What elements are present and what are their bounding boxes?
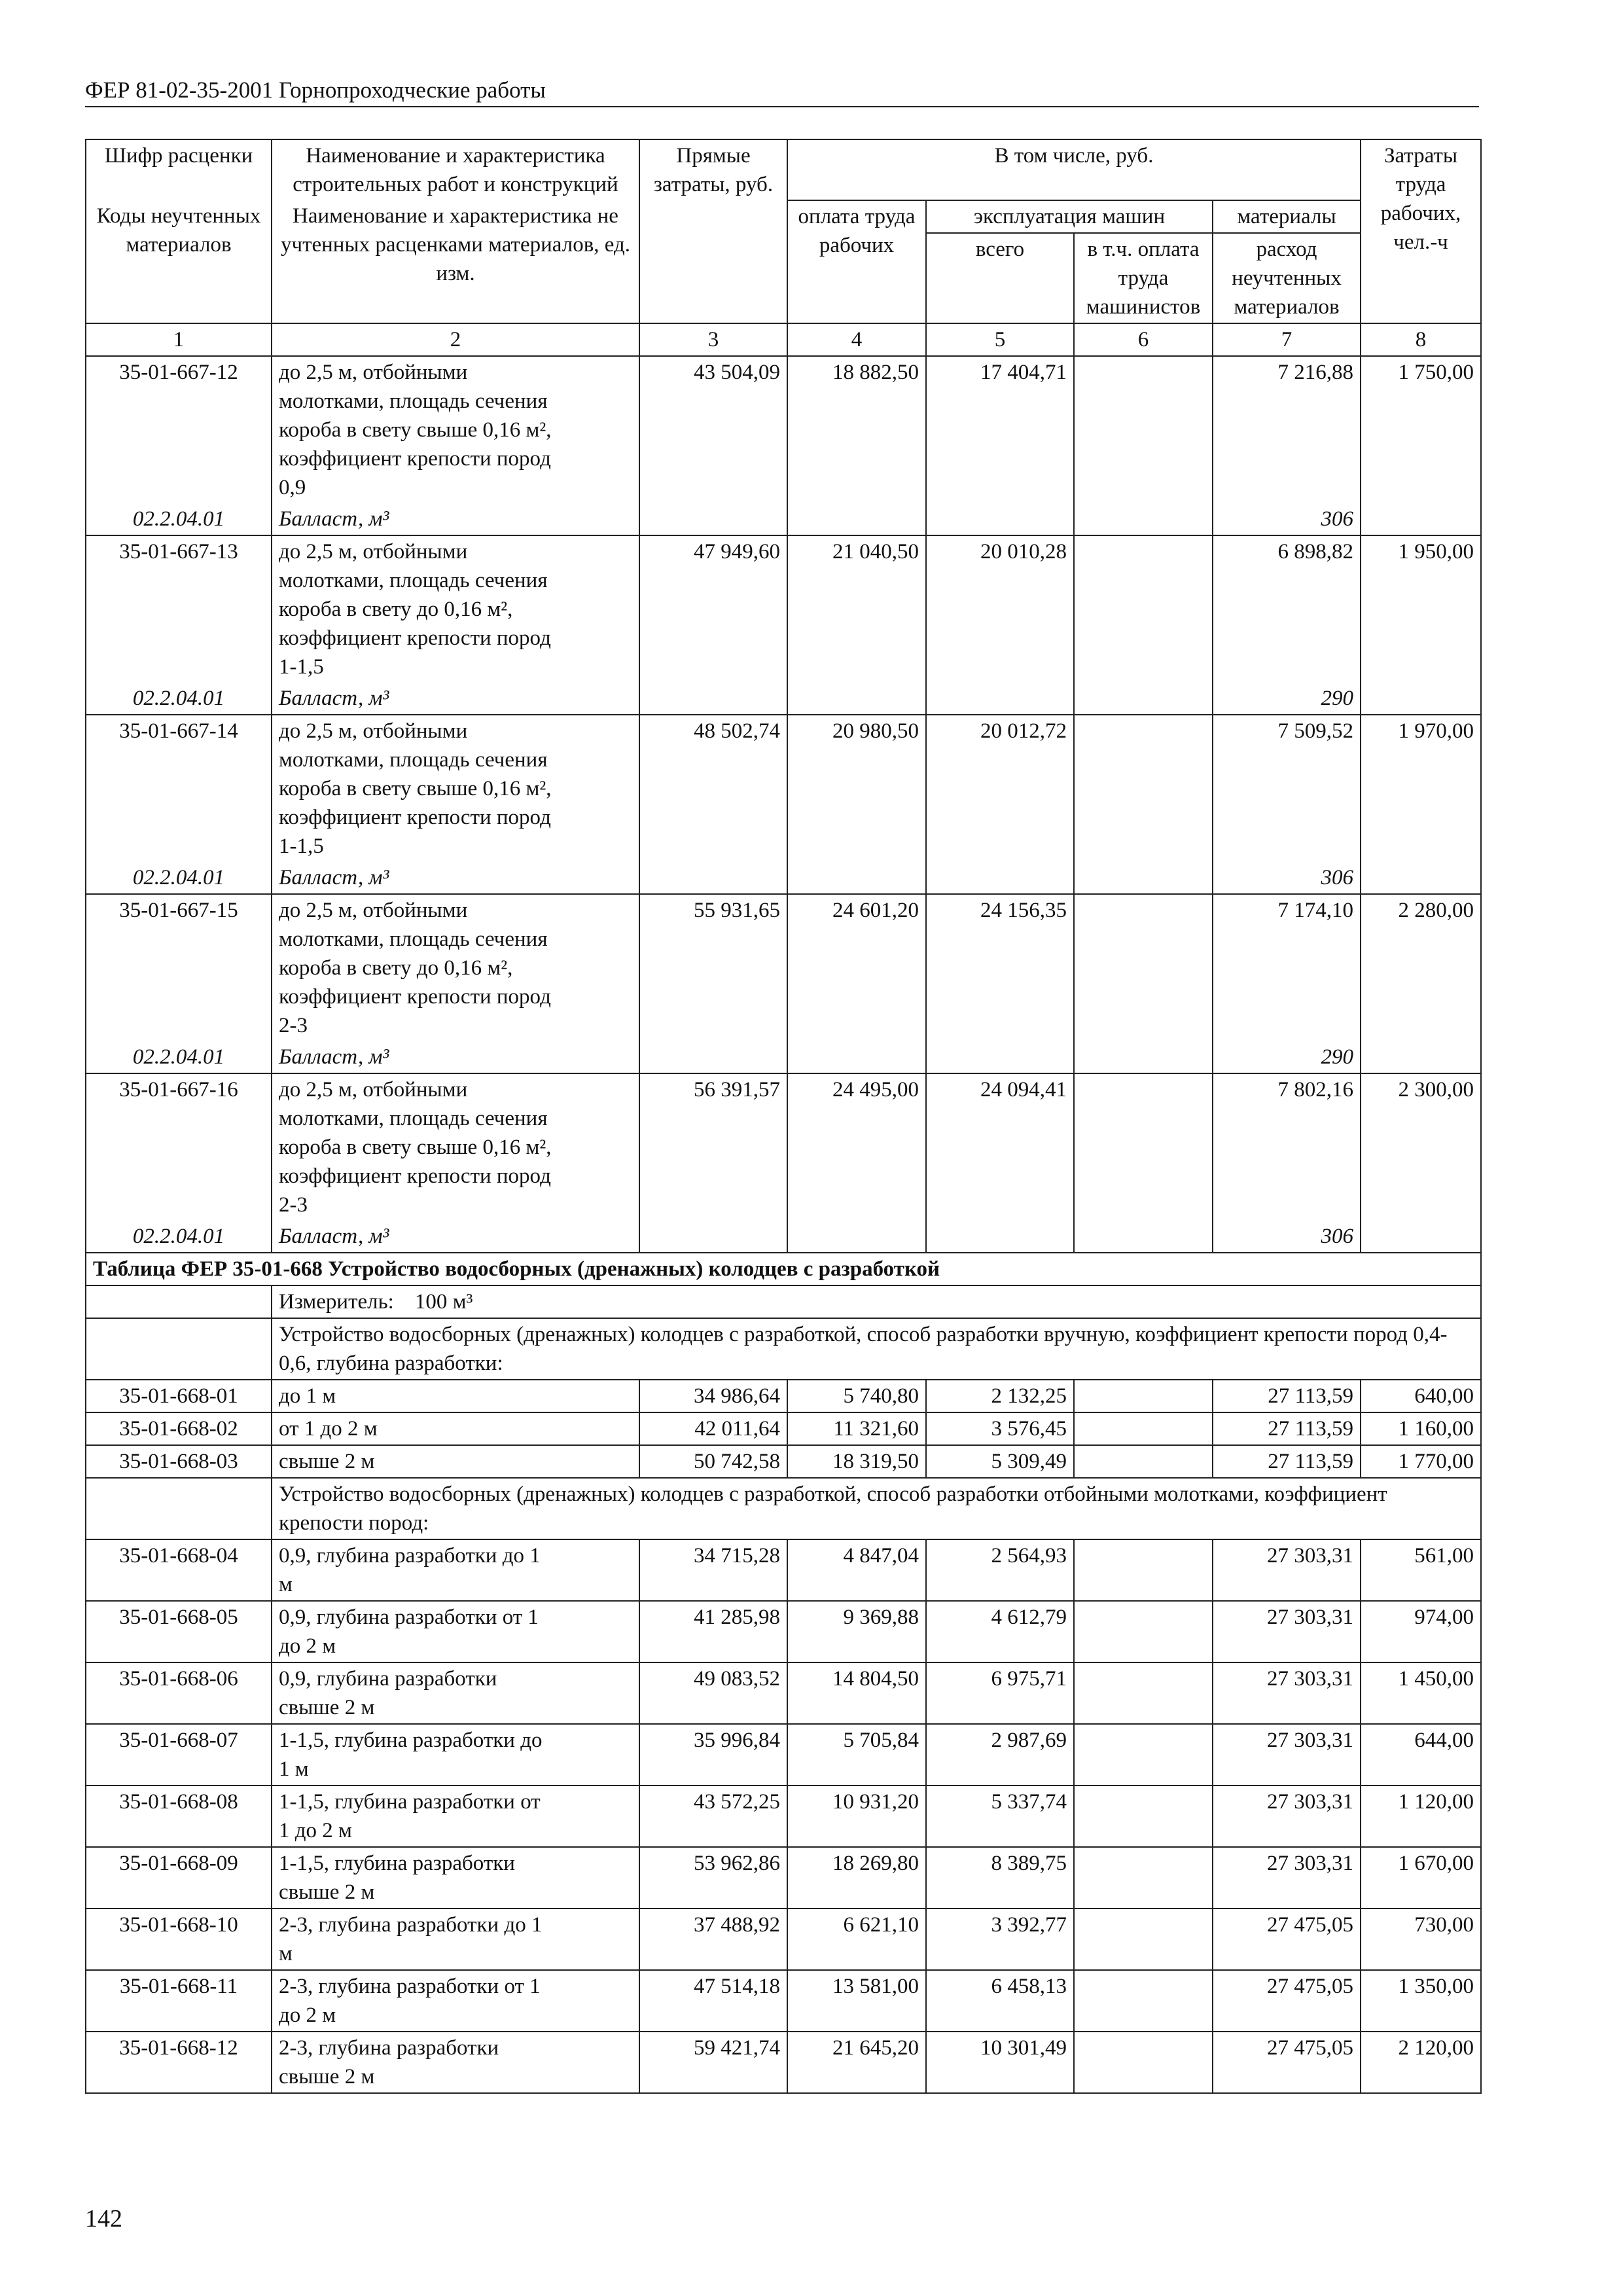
direct-cost: 49 083,52 bbox=[639, 1662, 787, 1724]
description-line: до 2,5 м, отбойными bbox=[279, 719, 468, 743]
machinist-payment bbox=[1074, 1662, 1213, 1724]
group-intro: Устройство водосборных (дренажных) колодцев с разработкой, способ разработки вручную, коэффициент крепости пород 0,4-0,6, глубина разработки: bbox=[272, 1318, 1481, 1380]
rates-table bbox=[85, 139, 1482, 2094]
material-quantity: 306 bbox=[1213, 862, 1361, 894]
labor-hours: 2 120,00 bbox=[1361, 2032, 1481, 2093]
column-number: 1 bbox=[86, 323, 272, 356]
empty-cell bbox=[639, 683, 787, 715]
direct-cost: 48 502,74 bbox=[639, 715, 787, 862]
rate-description bbox=[272, 1539, 639, 1601]
rate-description bbox=[272, 1445, 639, 1478]
column-number: 3 bbox=[639, 323, 787, 356]
machines-total: 5 309,49 bbox=[926, 1445, 1074, 1478]
table-row bbox=[86, 1909, 1481, 1970]
group-intro-row bbox=[86, 1318, 1481, 1380]
empty-cell bbox=[1361, 1041, 1481, 1073]
empty-cell bbox=[1361, 503, 1481, 535]
measure-row bbox=[86, 1285, 1481, 1318]
table-row bbox=[86, 1662, 1481, 1724]
machinist-payment bbox=[1074, 1445, 1213, 1478]
machinist-payment bbox=[1074, 715, 1213, 862]
empty-cell bbox=[1361, 1221, 1481, 1253]
table-row bbox=[86, 1970, 1481, 2032]
header-machines: эксплуатация машин bbox=[926, 200, 1213, 233]
direct-cost: 56 391,57 bbox=[639, 1073, 787, 1221]
column-number: 5 bbox=[926, 323, 1074, 356]
rate-description bbox=[272, 1847, 639, 1909]
materials-cost: 7 216,88 bbox=[1213, 356, 1361, 503]
empty-cell bbox=[639, 1041, 787, 1073]
description-line: 1-1,5, глубина разработки до bbox=[279, 1729, 543, 1752]
materials-cost: 27 113,59 bbox=[1213, 1412, 1361, 1445]
group-intro: Устройство водосборных (дренажных) колодцев с разработкой, способ разработки отбойными молотками, коэффициент крепости пород: bbox=[272, 1478, 1481, 1539]
rate-description bbox=[272, 1380, 639, 1412]
measure bbox=[272, 1285, 1481, 1318]
material-quantity: 290 bbox=[1213, 1041, 1361, 1073]
labor-payment: 21 040,50 bbox=[787, 535, 926, 683]
empty-cell bbox=[1361, 862, 1481, 894]
description-line: свыше 2 м bbox=[279, 1696, 375, 1719]
materials-cost: 27 303,31 bbox=[1213, 1539, 1361, 1601]
description-line: 0,9, глубина разработки до 1 bbox=[279, 1544, 541, 1568]
table-row bbox=[86, 1785, 1481, 1847]
description-line: до 2,5 м, отбойными bbox=[279, 540, 468, 564]
empty-cell bbox=[787, 683, 926, 715]
empty-cell bbox=[1074, 503, 1213, 535]
machinist-payment bbox=[1074, 1073, 1213, 1221]
labor-payment: 4 847,04 bbox=[787, 1539, 926, 1601]
rate-code: 35-01-667-14 bbox=[86, 715, 272, 862]
description-line: короба в свету свыше 0,16 м², bbox=[279, 1136, 552, 1159]
description-line: 1-1,5, глубина разработки от bbox=[279, 1790, 541, 1814]
materials-cost: 27 475,05 bbox=[1213, 1970, 1361, 2032]
labor-payment: 6 621,10 bbox=[787, 1909, 926, 1970]
header-labor-cost: оплата труда рабочих bbox=[787, 200, 926, 323]
materials-cost: 6 898,82 bbox=[1213, 535, 1361, 683]
rate-code: 35-01-667-16 bbox=[86, 1073, 272, 1221]
labor-hours: 1 970,00 bbox=[1361, 715, 1481, 862]
labor-hours: 1 950,00 bbox=[1361, 535, 1481, 683]
description-line: 0,9, глубина разработки от 1 bbox=[279, 1605, 539, 1629]
labor-hours: 1 350,00 bbox=[1361, 1970, 1481, 2032]
empty-cell bbox=[787, 503, 926, 535]
machines-total: 20 012,72 bbox=[926, 715, 1074, 862]
empty-cell bbox=[86, 1478, 272, 1539]
description-line: короба в свету до 0,16 м², bbox=[279, 956, 513, 980]
rate-code: 35-01-668-12 bbox=[86, 2032, 272, 2093]
empty-cell bbox=[639, 862, 787, 894]
labor-hours: 640,00 bbox=[1361, 1380, 1481, 1412]
description-line: короба в свету свыше 0,16 м², bbox=[279, 777, 552, 800]
machinist-payment bbox=[1074, 1785, 1213, 1847]
description-line: 2-3 bbox=[279, 1014, 308, 1037]
empty-cell bbox=[787, 862, 926, 894]
machinist-payment bbox=[1074, 1380, 1213, 1412]
material-row bbox=[86, 1041, 1481, 1073]
empty-cell bbox=[639, 503, 787, 535]
empty-cell bbox=[926, 1041, 1074, 1073]
description-line: коэффициент крепости пород bbox=[279, 985, 551, 1009]
machines-total: 5 337,74 bbox=[926, 1785, 1074, 1847]
header-materials: материалы bbox=[1213, 200, 1361, 233]
machinist-payment bbox=[1074, 1539, 1213, 1601]
column-number: 7 bbox=[1213, 323, 1361, 356]
machines-total: 10 301,49 bbox=[926, 2032, 1074, 2093]
empty-cell bbox=[1361, 683, 1481, 715]
description-line: коэффициент крепости пород bbox=[279, 806, 551, 829]
materials-cost: 27 303,31 bbox=[1213, 1847, 1361, 1909]
header-name-bottom: Наименование и характеристика не учтенных расценками материалов, ед. изм. bbox=[272, 200, 639, 323]
group-intro-row bbox=[86, 1478, 1481, 1539]
direct-cost: 59 421,74 bbox=[639, 2032, 787, 2093]
machines-total: 24 156,35 bbox=[926, 894, 1074, 1041]
empty-cell bbox=[86, 1285, 272, 1318]
header-name-top: Наименование и характеристика строительных работ и конструкций bbox=[272, 139, 639, 200]
direct-cost: 41 285,98 bbox=[639, 1601, 787, 1662]
labor-hours: 974,00 bbox=[1361, 1601, 1481, 1662]
labor-payment: 18 269,80 bbox=[787, 1847, 926, 1909]
description-line: до 2,5 м, отбойными bbox=[279, 361, 468, 384]
rate-description bbox=[272, 356, 639, 503]
rate-description bbox=[272, 1662, 639, 1724]
description-line: до 1 м bbox=[279, 1384, 336, 1408]
machines-total: 3 576,45 bbox=[926, 1412, 1074, 1445]
description-line: молотками, площадь сечения bbox=[279, 1107, 548, 1130]
rate-code: 35-01-667-15 bbox=[86, 894, 272, 1041]
materials-cost: 7 174,10 bbox=[1213, 894, 1361, 1041]
rate-description bbox=[272, 1724, 639, 1785]
empty-cell bbox=[1074, 1041, 1213, 1073]
machines-total: 6 975,71 bbox=[926, 1662, 1074, 1724]
machinist-payment bbox=[1074, 1970, 1213, 2032]
rate-code: 35-01-667-13 bbox=[86, 535, 272, 683]
rate-description bbox=[272, 2032, 639, 2093]
machines-total: 17 404,71 bbox=[926, 356, 1074, 503]
description-line: короба в свету до 0,16 м², bbox=[279, 598, 513, 621]
table-row bbox=[86, 1601, 1481, 1662]
table-row bbox=[86, 1412, 1481, 1445]
direct-cost: 55 931,65 bbox=[639, 894, 787, 1041]
rate-code: 35-01-668-05 bbox=[86, 1601, 272, 1662]
table-row bbox=[86, 1847, 1481, 1909]
measure-label: Измеритель: bbox=[279, 1290, 394, 1314]
machines-total: 6 458,13 bbox=[926, 1970, 1074, 2032]
rate-description bbox=[272, 1909, 639, 1970]
materials-cost: 27 113,59 bbox=[1213, 1380, 1361, 1412]
labor-payment: 14 804,50 bbox=[787, 1662, 926, 1724]
empty-cell bbox=[639, 1221, 787, 1253]
labor-hours: 1 750,00 bbox=[1361, 356, 1481, 503]
machinist-payment bbox=[1074, 356, 1213, 503]
material-code: 02.2.04.01 bbox=[86, 1041, 272, 1073]
table-row bbox=[86, 1073, 1481, 1221]
empty-cell bbox=[1074, 683, 1213, 715]
materials-cost: 27 475,05 bbox=[1213, 2032, 1361, 2093]
header-machines-labor: в т.ч. оплата труда машинистов bbox=[1074, 233, 1213, 323]
rate-code: 35-01-668-01 bbox=[86, 1380, 272, 1412]
description-line: 0,9, глубина разработки bbox=[279, 1667, 497, 1691]
header-including: В том числе, руб. bbox=[787, 139, 1361, 200]
description-line: 1-1,5 bbox=[279, 655, 324, 679]
material-code: 02.2.04.01 bbox=[86, 862, 272, 894]
materials-cost: 27 303,31 bbox=[1213, 1724, 1361, 1785]
description-line: 1 м bbox=[279, 1757, 309, 1781]
labor-payment: 13 581,00 bbox=[787, 1970, 926, 2032]
machinist-payment bbox=[1074, 1724, 1213, 1785]
direct-cost: 47 949,60 bbox=[639, 535, 787, 683]
table-row bbox=[86, 535, 1481, 683]
labor-hours: 1 670,00 bbox=[1361, 1847, 1481, 1909]
description-line: молотками, площадь сечения bbox=[279, 569, 548, 592]
empty-cell bbox=[1074, 1221, 1213, 1253]
material-quantity: 306 bbox=[1213, 503, 1361, 535]
rate-description bbox=[272, 1412, 639, 1445]
materials-cost: 27 303,31 bbox=[1213, 1662, 1361, 1724]
header-shifr: Шифр расценки bbox=[86, 139, 272, 200]
rate-description bbox=[272, 535, 639, 683]
measure-value: 100 м³ bbox=[414, 1290, 473, 1314]
description-line: коэффициент крепости пород bbox=[279, 1164, 551, 1188]
description-line: 2-3 bbox=[279, 1193, 308, 1217]
rates-table-body bbox=[86, 139, 1481, 2093]
rate-code: 35-01-668-10 bbox=[86, 1909, 272, 1970]
machines-total: 3 392,77 bbox=[926, 1909, 1074, 1970]
description-line: свыше 2 м bbox=[279, 1450, 375, 1473]
labor-hours: 2 300,00 bbox=[1361, 1073, 1481, 1221]
rate-code: 35-01-668-07 bbox=[86, 1724, 272, 1785]
labor-hours: 1 770,00 bbox=[1361, 1445, 1481, 1478]
material-quantity: 290 bbox=[1213, 683, 1361, 715]
empty-cell bbox=[926, 683, 1074, 715]
direct-cost: 47 514,18 bbox=[639, 1970, 787, 2032]
direct-cost: 43 504,09 bbox=[639, 356, 787, 503]
table-row bbox=[86, 715, 1481, 862]
rate-code: 35-01-668-08 bbox=[86, 1785, 272, 1847]
direct-cost: 53 962,86 bbox=[639, 1847, 787, 1909]
rate-code: 35-01-668-03 bbox=[86, 1445, 272, 1478]
labor-payment: 21 645,20 bbox=[787, 2032, 926, 2093]
rate-code: 35-01-668-02 bbox=[86, 1412, 272, 1445]
labor-payment: 9 369,88 bbox=[787, 1601, 926, 1662]
description-line: 1 до 2 м bbox=[279, 1819, 352, 1842]
labor-payment: 18 319,50 bbox=[787, 1445, 926, 1478]
table-title: Таблица ФЕР 35-01-668 Устройство водосборных (дренажных) колодцев с разработкой bbox=[86, 1253, 1481, 1285]
description-line: коэффициент крепости пород bbox=[279, 447, 551, 471]
labor-hours: 1 160,00 bbox=[1361, 1412, 1481, 1445]
direct-cost: 34 715,28 bbox=[639, 1539, 787, 1601]
material-row bbox=[86, 1221, 1481, 1253]
page-header: ФЕР 81-02-35-2001 Горнопроходческие работы bbox=[85, 77, 1479, 107]
rate-description bbox=[272, 894, 639, 1041]
machines-total: 20 010,28 bbox=[926, 535, 1074, 683]
labor-payment: 10 931,20 bbox=[787, 1785, 926, 1847]
description-line: молотками, площадь сечения bbox=[279, 389, 548, 413]
labor-payment: 24 601,20 bbox=[787, 894, 926, 1041]
materials-cost: 27 475,05 bbox=[1213, 1909, 1361, 1970]
machines-total: 8 389,75 bbox=[926, 1847, 1074, 1909]
materials-cost: 27 303,31 bbox=[1213, 1601, 1361, 1662]
rate-description bbox=[272, 715, 639, 862]
empty-cell bbox=[926, 1221, 1074, 1253]
machinist-payment bbox=[1074, 894, 1213, 1041]
header-labor: Затраты труда рабочих, чел.-ч bbox=[1361, 139, 1481, 323]
machines-total: 24 094,41 bbox=[926, 1073, 1074, 1221]
direct-cost: 50 742,58 bbox=[639, 1445, 787, 1478]
description-line: до 2,5 м, отбойными bbox=[279, 899, 468, 922]
material-name: Балласт, м³ bbox=[272, 862, 639, 894]
header-codes: Коды неучтенных материалов bbox=[86, 200, 272, 323]
direct-cost: 34 986,64 bbox=[639, 1380, 787, 1412]
labor-hours: 1 120,00 bbox=[1361, 1785, 1481, 1847]
column-number-row bbox=[86, 323, 1481, 356]
table-row bbox=[86, 1445, 1481, 1478]
table-row bbox=[86, 356, 1481, 503]
direct-cost: 42 011,64 bbox=[639, 1412, 787, 1445]
empty-cell bbox=[926, 862, 1074, 894]
rate-code: 35-01-668-06 bbox=[86, 1662, 272, 1724]
page-number: 142 bbox=[85, 2205, 122, 2233]
material-quantity: 306 bbox=[1213, 1221, 1361, 1253]
labor-hours: 2 280,00 bbox=[1361, 894, 1481, 1041]
header-machines-total: всего bbox=[926, 233, 1074, 323]
table-row bbox=[86, 1539, 1481, 1601]
labor-hours: 561,00 bbox=[1361, 1539, 1481, 1601]
direct-cost: 35 996,84 bbox=[639, 1724, 787, 1785]
description-line: м bbox=[279, 1942, 293, 1965]
material-code: 02.2.04.01 bbox=[86, 503, 272, 535]
empty-cell bbox=[1074, 862, 1213, 894]
labor-hours: 644,00 bbox=[1361, 1724, 1481, 1785]
description-line: 1-1,5 bbox=[279, 834, 324, 858]
description-line: 2-3, глубина разработки от 1 bbox=[279, 1975, 541, 1998]
material-name: Балласт, м³ bbox=[272, 683, 639, 715]
empty-cell bbox=[86, 1318, 272, 1380]
description-line: 1-1,5, глубина разработки bbox=[279, 1852, 515, 1875]
machinist-payment bbox=[1074, 2032, 1213, 2093]
column-number: 4 bbox=[787, 323, 926, 356]
labor-payment: 5 740,80 bbox=[787, 1380, 926, 1412]
empty-cell bbox=[787, 1041, 926, 1073]
labor-payment: 5 705,84 bbox=[787, 1724, 926, 1785]
description-line: молотками, площадь сечения bbox=[279, 748, 548, 772]
table-title-row bbox=[86, 1253, 1481, 1285]
rate-description bbox=[272, 1785, 639, 1847]
materials-cost: 7 802,16 bbox=[1213, 1073, 1361, 1221]
rate-code: 35-01-667-12 bbox=[86, 356, 272, 503]
materials-cost: 27 303,31 bbox=[1213, 1785, 1361, 1847]
description-line: от 1 до 2 м bbox=[279, 1417, 378, 1441]
description-line: коэффициент крепости пород bbox=[279, 626, 551, 650]
materials-cost: 27 113,59 bbox=[1213, 1445, 1361, 1478]
table-row bbox=[86, 1380, 1481, 1412]
machinist-payment bbox=[1074, 1909, 1213, 1970]
empty-cell bbox=[926, 503, 1074, 535]
header-materials-sub: расход неучтенных материалов bbox=[1213, 233, 1361, 323]
rate-code: 35-01-668-11 bbox=[86, 1970, 272, 2032]
direct-cost: 37 488,92 bbox=[639, 1909, 787, 1970]
machinist-payment bbox=[1074, 1847, 1213, 1909]
description-line: короба в свету свыше 0,16 м², bbox=[279, 418, 552, 442]
labor-hours: 1 450,00 bbox=[1361, 1662, 1481, 1724]
machinist-payment bbox=[1074, 1601, 1213, 1662]
table-row bbox=[86, 1724, 1481, 1785]
rate-code: 35-01-668-04 bbox=[86, 1539, 272, 1601]
empty-cell bbox=[787, 1221, 926, 1253]
machines-total: 2 987,69 bbox=[926, 1724, 1074, 1785]
rate-description bbox=[272, 1073, 639, 1221]
material-code: 02.2.04.01 bbox=[86, 1221, 272, 1253]
rate-code: 35-01-668-09 bbox=[86, 1847, 272, 1909]
labor-hours: 730,00 bbox=[1361, 1909, 1481, 1970]
description-line: до 2 м bbox=[279, 2003, 336, 2027]
description-line: до 2,5 м, отбойными bbox=[279, 1078, 468, 1102]
machinist-payment bbox=[1074, 1412, 1213, 1445]
labor-payment: 11 321,60 bbox=[787, 1412, 926, 1445]
machines-total: 4 612,79 bbox=[926, 1601, 1074, 1662]
machinist-payment bbox=[1074, 535, 1213, 683]
material-name: Балласт, м³ bbox=[272, 1041, 639, 1073]
header-row-1 bbox=[86, 139, 1481, 200]
description-line: 0,9 bbox=[279, 476, 306, 499]
header-direct: Прямые затраты, руб. bbox=[639, 139, 787, 323]
material-row bbox=[86, 503, 1481, 535]
material-name: Балласт, м³ bbox=[272, 503, 639, 535]
machines-total: 2 564,93 bbox=[926, 1539, 1074, 1601]
materials-cost: 7 509,52 bbox=[1213, 715, 1361, 862]
description-line: молотками, площадь сечения bbox=[279, 927, 548, 951]
labor-payment: 20 980,50 bbox=[787, 715, 926, 862]
direct-cost: 43 572,25 bbox=[639, 1785, 787, 1847]
table-row bbox=[86, 2032, 1481, 2093]
description-line: до 2 м bbox=[279, 1634, 336, 1658]
material-row bbox=[86, 683, 1481, 715]
description-line: 2-3, глубина разработки bbox=[279, 2036, 499, 2060]
material-code: 02.2.04.01 bbox=[86, 683, 272, 715]
material-name: Балласт, м³ bbox=[272, 1221, 639, 1253]
description-line: м bbox=[279, 1573, 293, 1596]
labor-payment: 24 495,00 bbox=[787, 1073, 926, 1221]
material-row bbox=[86, 862, 1481, 894]
column-number: 2 bbox=[272, 323, 639, 356]
description-line: 2-3, глубина разработки до 1 bbox=[279, 1913, 543, 1937]
description-line: свыше 2 м bbox=[279, 2065, 375, 2089]
machines-total: 2 132,25 bbox=[926, 1380, 1074, 1412]
rate-description bbox=[272, 1970, 639, 2032]
column-number: 6 bbox=[1074, 323, 1213, 356]
table-row bbox=[86, 894, 1481, 1041]
description-line: свыше 2 м bbox=[279, 1880, 375, 1904]
rate-description bbox=[272, 1601, 639, 1662]
labor-payment: 18 882,50 bbox=[787, 356, 926, 503]
column-number: 8 bbox=[1361, 323, 1481, 356]
